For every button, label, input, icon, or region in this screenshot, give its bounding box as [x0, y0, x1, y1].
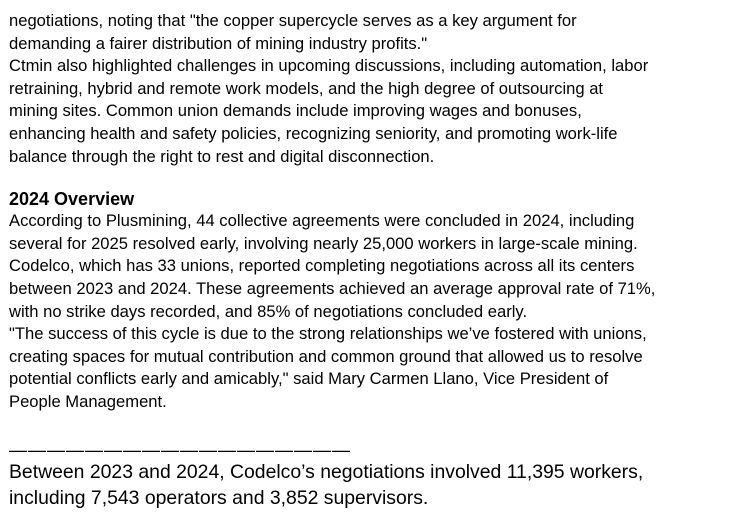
- intro-paragraph-negotiations: negotiations, noting that "the copper supercycle serves as a key argument for demanding a fairer distribution of mining industry profits.": [9, 11, 577, 53]
- intro-paragraph-challenges: Ctmin also highlighted challenges in upcoming discussions, including automation, labor retraining, hybrid and remote work models, and the high degree of outsourcing at mining sites. Common union demands include improving wages and bonuses, enhancing health and safety policies, recognizing seniority, and promoting work-life balance through the right to rest and digital disconnection.: [9, 56, 649, 166]
- article-body: [9, 10, 747, 511]
- section-paragraph-quote: "The success of this cycle is due to the strong relationships we’ve fostered with unions, creating spaces for mutual contribution and common ground that allowed us to resolve potential conflicts early and amicably," said Mary Carmen Llano, Vice President of People Management.: [9, 324, 647, 411]
- divider-rule: ——————————————————: [9, 439, 351, 460]
- section-paragraph-agreements: According to Plusmining, 44 collective agreements were concluded in 2024, including several for 2025 resolved early, involving nearly 25,000 workers in large-scale mining. Codelco, which has 33 unions, reported completing negotiations across all its centers between 2023 and 2024. These agreements achieved an average approval rate of 71%, with no strike days recorded, and 85% of negotiations concluded early.: [9, 211, 656, 321]
- section-heading: 2024 Overview: [9, 189, 135, 210]
- highlight-callout: Between 2023 and 2024, Codelco’s negotiations involved 11,395 workers, including 7,543 operators and 3,852 supervisors.: [9, 460, 644, 509]
